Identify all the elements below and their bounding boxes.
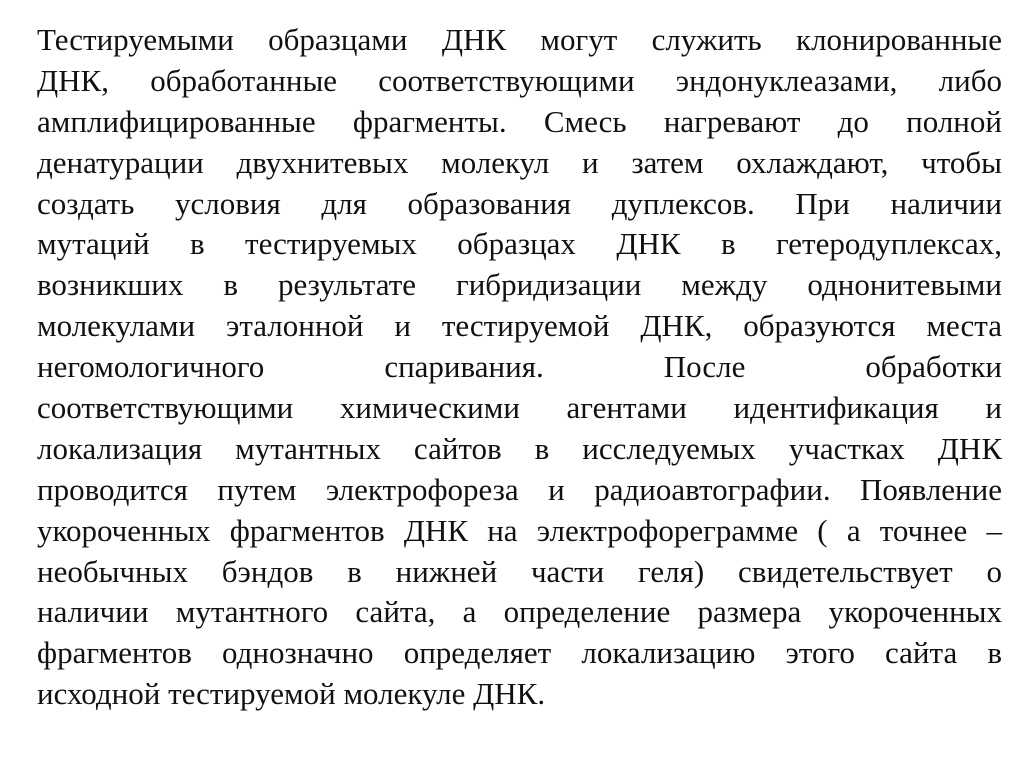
paragraph-line: молекулами эталонной и тестируемой ДНК, образуются места (37, 308, 1002, 344)
paragraph-line: денатурации двухнитевых молекул и затем охлаждают, чтобы (37, 144, 1002, 180)
paragraph-line: мутаций в тестируемых образцах ДНК в гетеродуплексах, (37, 226, 1002, 262)
paragraph-line: фрагментов однозначно определяет локализацию этого сайта в (37, 635, 1002, 671)
paragraph-line: негомологичного спаривания. После обработки (37, 349, 1002, 385)
body-paragraph (37, 20, 1002, 715)
paragraph-line: амплифицированные фрагменты. Смесь нагревают до полной (37, 103, 1002, 139)
paragraph-line: Тестируемыми образцами ДНК могут служить клонированные (37, 22, 1002, 57)
paragraph-line: создать условия для образования дуплексов. При наличии (37, 185, 1002, 221)
paragraph-line: возникших в результате гибридизации между однонитевыми (37, 267, 1002, 303)
paragraph-line: соответствующими химическими агентами идентификация и (37, 390, 1002, 426)
paragraph-last-line: исходной тестируемой молекуле ДНК. (37, 676, 546, 712)
paragraph-line: проводится путем электрофореза и радиоавтографии. Появление (37, 471, 1002, 507)
paragraph-line: ДНК, обработанные соответствующими эндонуклеазами, либо (37, 62, 1002, 98)
paragraph-line: укороченных фрагментов ДНК на электрофореграмме ( а точнее – (37, 512, 1002, 548)
paragraph-line: необычных бэндов в нижней части геля) свидетельствует о (37, 553, 1002, 589)
paragraph-line: локализация мутантных сайтов в исследуемых участках ДНК (37, 430, 1002, 466)
paragraph-line: наличии мутантного сайта, а определение размера укороченных (37, 594, 1002, 630)
